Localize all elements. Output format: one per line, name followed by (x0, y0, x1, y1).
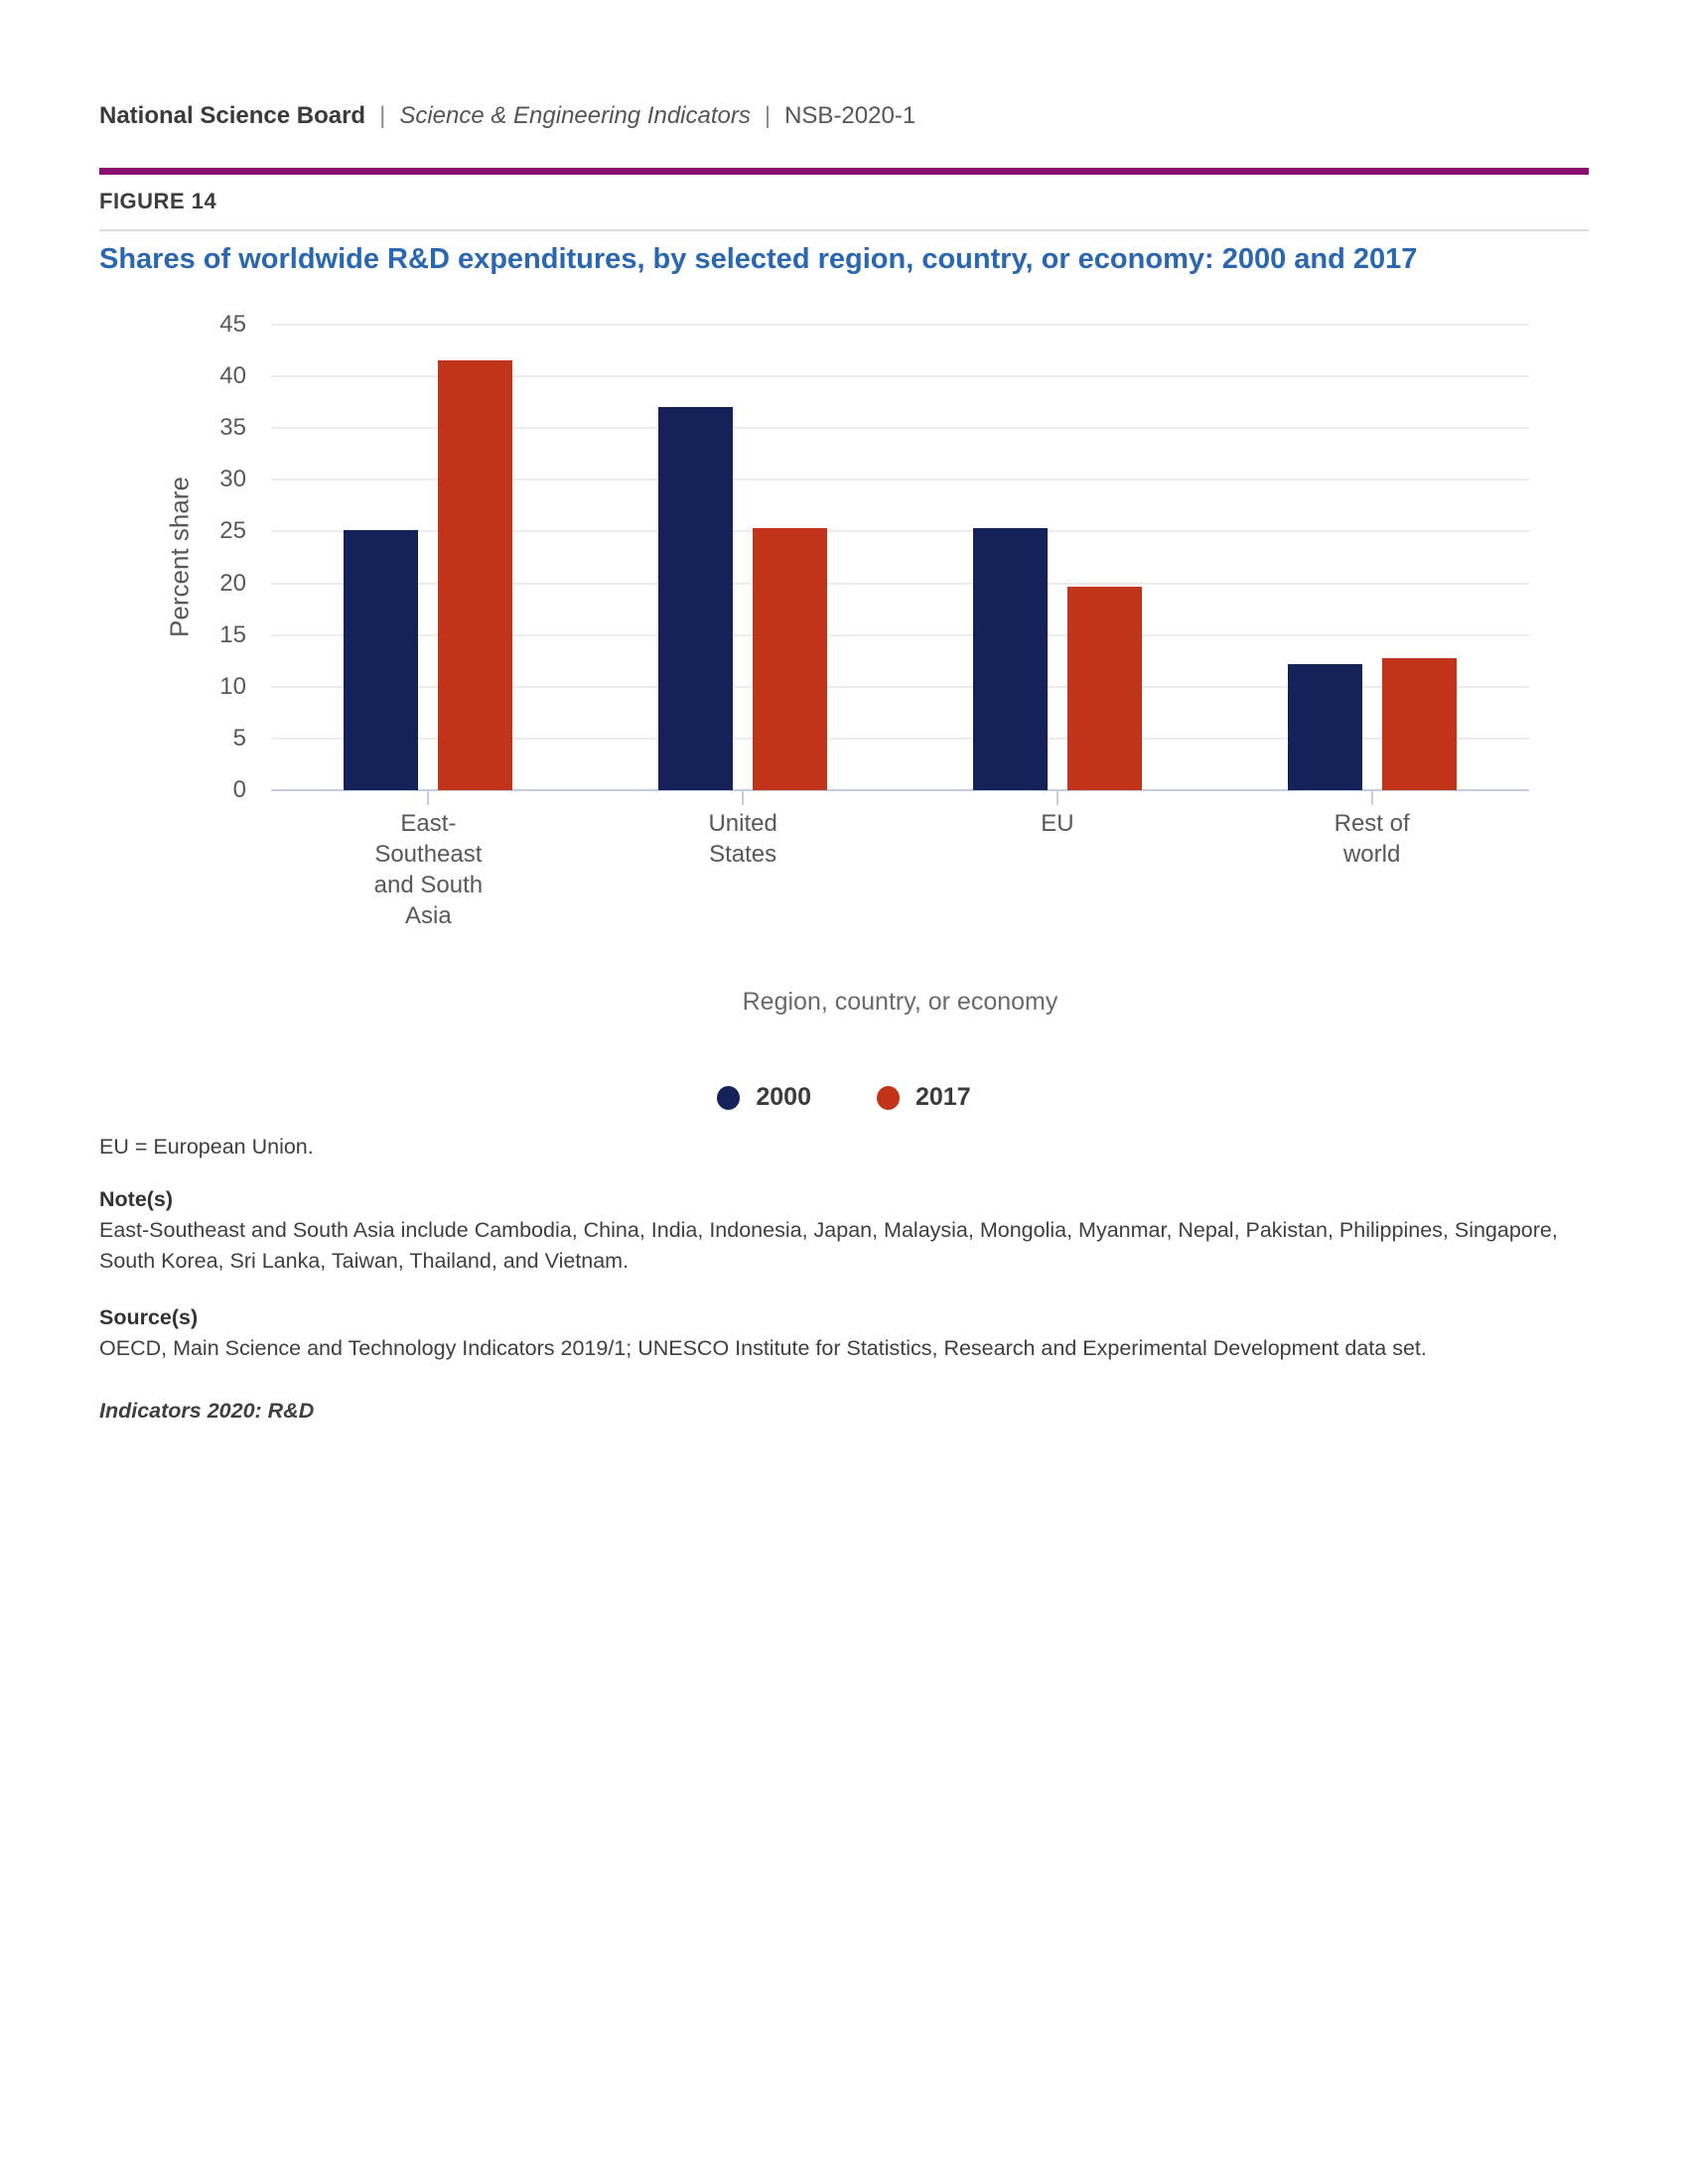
legend-label-2017: 2017 (915, 1083, 971, 1111)
y-tick-label-0: 0 (232, 776, 246, 803)
header-separator: | (764, 102, 772, 129)
y-tick-label-30: 30 (219, 466, 246, 493)
notes-text: East-Southeast and South Asia include Cambodia, China, India, Indonesia, Japan, Malaysia, Mongolia, Myanmar, Nepal, Pakistan, Philippines, Singapore, South Korea, Sri Lanka, Taiwan, Thailand, and Vietnam. (99, 1218, 1558, 1273)
legend-item-2000 (717, 1083, 811, 1112)
figure-label: FIGURE 14 (99, 189, 217, 213)
y-tick-label-45: 45 (219, 311, 246, 338)
y-tick-label-5: 5 (232, 724, 246, 751)
sources-heading: Source(s) (99, 1305, 199, 1329)
x-tick-mark-0 (427, 791, 429, 805)
legend-swatch-2000 (717, 1086, 740, 1110)
bar-eu-2017 (1067, 587, 1142, 790)
y-tick-label-35: 35 (219, 414, 246, 442)
x-category-label-line: United (708, 810, 777, 837)
bar-rest-of-world-2000 (1288, 664, 1362, 790)
report-tag: Indicators 2020: R&D (99, 1399, 315, 1423)
x-category-label-0 (289, 808, 567, 931)
x-category-label-2 (918, 808, 1196, 839)
header-separator: | (379, 102, 386, 129)
legend-label-2000: 2000 (756, 1083, 811, 1111)
x-axis-title: Region, country, or economy (742, 988, 1058, 1016)
x-tick-mark-2 (1056, 791, 1058, 805)
gridline-45 (271, 324, 1529, 326)
y-tick-label-15: 15 (219, 620, 246, 648)
x-category-label-line: and South (373, 872, 484, 898)
x-category-label-1 (604, 808, 882, 870)
x-category-label-line: EU (1041, 810, 1074, 837)
x-category-label-line: States (709, 841, 777, 868)
x-category-label-line: East- (400, 810, 457, 837)
y-tick-label-25: 25 (219, 517, 246, 545)
x-category-label-line: Southeast (374, 841, 483, 868)
report-id: NSB-2020-1 (784, 102, 916, 129)
y-tick-label-20: 20 (219, 569, 246, 597)
legend-swatch-2017 (877, 1086, 900, 1110)
y-axis-title: Percent share (164, 477, 195, 637)
notes-heading: Note(s) (99, 1187, 174, 1211)
publication-name: Science & Engineering Indicators (399, 102, 751, 129)
footnotes (99, 1132, 1559, 1427)
x-tick-mark-1 (742, 791, 744, 805)
x-category-label-line: Rest of (1334, 810, 1410, 837)
bar-rest-of-world-2017 (1382, 658, 1457, 790)
bar-eu-2000 (973, 528, 1048, 790)
x-category-label-line: world (1342, 841, 1401, 868)
bar-united-states-2017 (753, 528, 827, 790)
bar-united-states-2000 (658, 407, 733, 790)
y-tick-label-40: 40 (219, 362, 246, 390)
chart-legend (0, 1083, 1688, 1112)
legend-item-2017 (877, 1083, 971, 1112)
org-name: National Science Board (99, 102, 366, 129)
bar-east-southeast-and-south-asia-2000 (344, 530, 418, 790)
sources-text: OECD, Main Science and Technology Indicators 2019/1; UNESCO Institute for Statistics, Research and Experimental Development data set. (99, 1336, 1427, 1360)
x-tick-mark-3 (1371, 791, 1373, 805)
x-category-label-line: Asia (405, 902, 452, 929)
bar-east-southeast-and-south-asia-2017 (438, 360, 512, 790)
y-tick-label-10: 10 (219, 672, 246, 700)
x-category-label-3 (1233, 808, 1511, 870)
abbreviation-note: EU = European Union. (99, 1135, 314, 1159)
figure-title: Shares of worldwide R&D expenditures, by selected region, country, or economy: 2000 and 2017 (99, 243, 1418, 275)
